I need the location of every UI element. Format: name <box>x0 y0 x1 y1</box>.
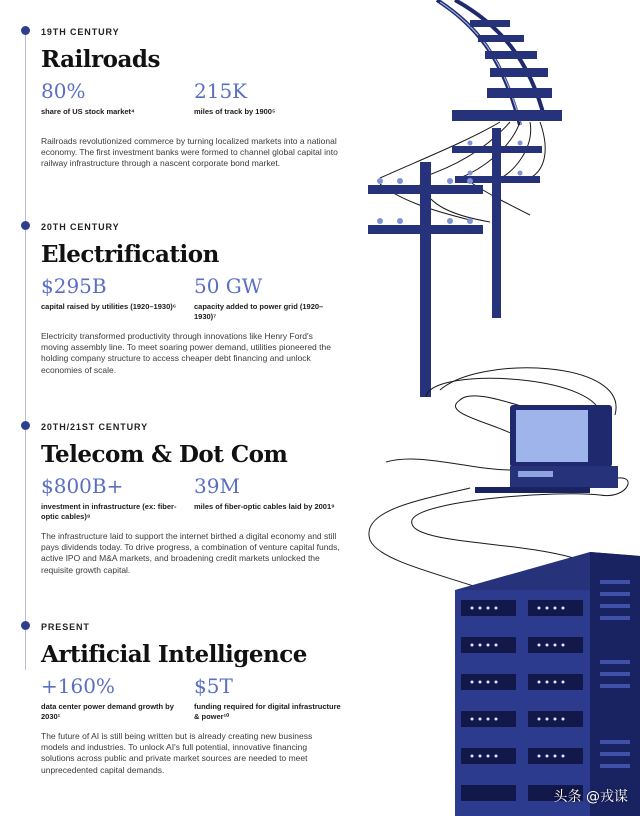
stat-label: capacity added to power grid (1920–1930)⁷ <box>194 302 324 321</box>
stat-value: $800B+ <box>41 474 124 498</box>
stat <box>41 673 191 722</box>
stat <box>41 78 191 117</box>
section-body: Electricity transformed productivity through innovations like Henry Ford's moving assembly line. To meet soaring power demand, utilities pioneered the holding company structure to access cheaper debt financing and unlock economies of scale. <box>41 331 331 375</box>
section-title: Telecom & Dot Com <box>41 441 288 468</box>
timeline-dot <box>21 621 30 630</box>
section-electrification <box>41 221 351 376</box>
stats-row <box>41 273 351 325</box>
stat <box>194 473 344 512</box>
stat-value: 50 GW <box>194 274 263 298</box>
railroad-track-icon <box>437 0 562 125</box>
era-label: PRESENT <box>41 622 90 632</box>
era-label: 20TH CENTURY <box>41 222 120 232</box>
computer-icon <box>475 405 618 493</box>
stats-row <box>41 473 351 525</box>
stat-value: +160% <box>41 674 115 698</box>
timeline-dot <box>21 26 30 35</box>
stat <box>194 78 344 117</box>
stat-label: share of US stock market⁴ <box>41 107 135 116</box>
section-title: Electrification <box>41 241 219 268</box>
watermark-text: 头条 @戎谋 <box>553 789 628 805</box>
utility-pole-icon <box>368 128 542 397</box>
stat-value: $295B <box>41 274 107 298</box>
infrastructure-illustration <box>350 0 640 816</box>
stat-label: miles of track by 1900⁵ <box>194 107 276 116</box>
stat-label: funding required for digital infrastructure & power¹⁰ <box>194 702 341 721</box>
section-body: The infrastructure laid to support the internet birthed a digital economy and still pays dividends today. To drive progress, a combination of venture capital funds, active IPO and M&A markets, and broadening credit markets unlocked the requisite growth capital. <box>41 531 340 575</box>
stat <box>194 673 344 722</box>
stat-label: data center power demand growth by 2030¹ <box>41 702 174 721</box>
stat-label: capital raised by utilities (1920–1930)⁶ <box>41 302 177 311</box>
section-body: Railroads revolutionized commerce by turning localized markets into a national economy. The first investment banks were formed to channel global capital into railway infrastructure through a nascent corporate bond market. <box>41 136 338 169</box>
stat-value: 80% <box>41 79 86 103</box>
section-ai <box>41 621 351 776</box>
section-title: Artificial Intelligence <box>41 641 307 668</box>
stat-label: investment in infrastructure (ex: fiber-optic cables)⁸ <box>41 502 177 521</box>
timeline-dot <box>21 221 30 230</box>
stat-value: 39M <box>194 474 240 498</box>
stat <box>194 273 344 322</box>
timeline-dot <box>21 421 30 430</box>
section-telecom <box>41 421 351 576</box>
stat-label: miles of fiber-optic cables laid by 2001⁹ <box>194 502 335 511</box>
era-label: 20TH/21ST CENTURY <box>41 422 148 432</box>
stat-value: 215K <box>194 79 248 103</box>
era-label: 19TH CENTURY <box>41 27 120 37</box>
section-body: The future of AI is still being written but is already creating new business models and industries. To unlock AI's full potential, innovative financing solutions across public and private market sources are needed to meet unprecedented capital demands. <box>41 731 313 775</box>
server-rack-icon <box>455 552 640 816</box>
stats-row <box>41 673 351 725</box>
section-title: Railroads <box>41 46 160 73</box>
timeline-line <box>25 30 26 670</box>
section-railroads <box>41 26 351 170</box>
stat-value: $5T <box>194 674 233 698</box>
stat <box>41 273 191 312</box>
stats-row <box>41 78 351 130</box>
stat <box>41 473 191 522</box>
